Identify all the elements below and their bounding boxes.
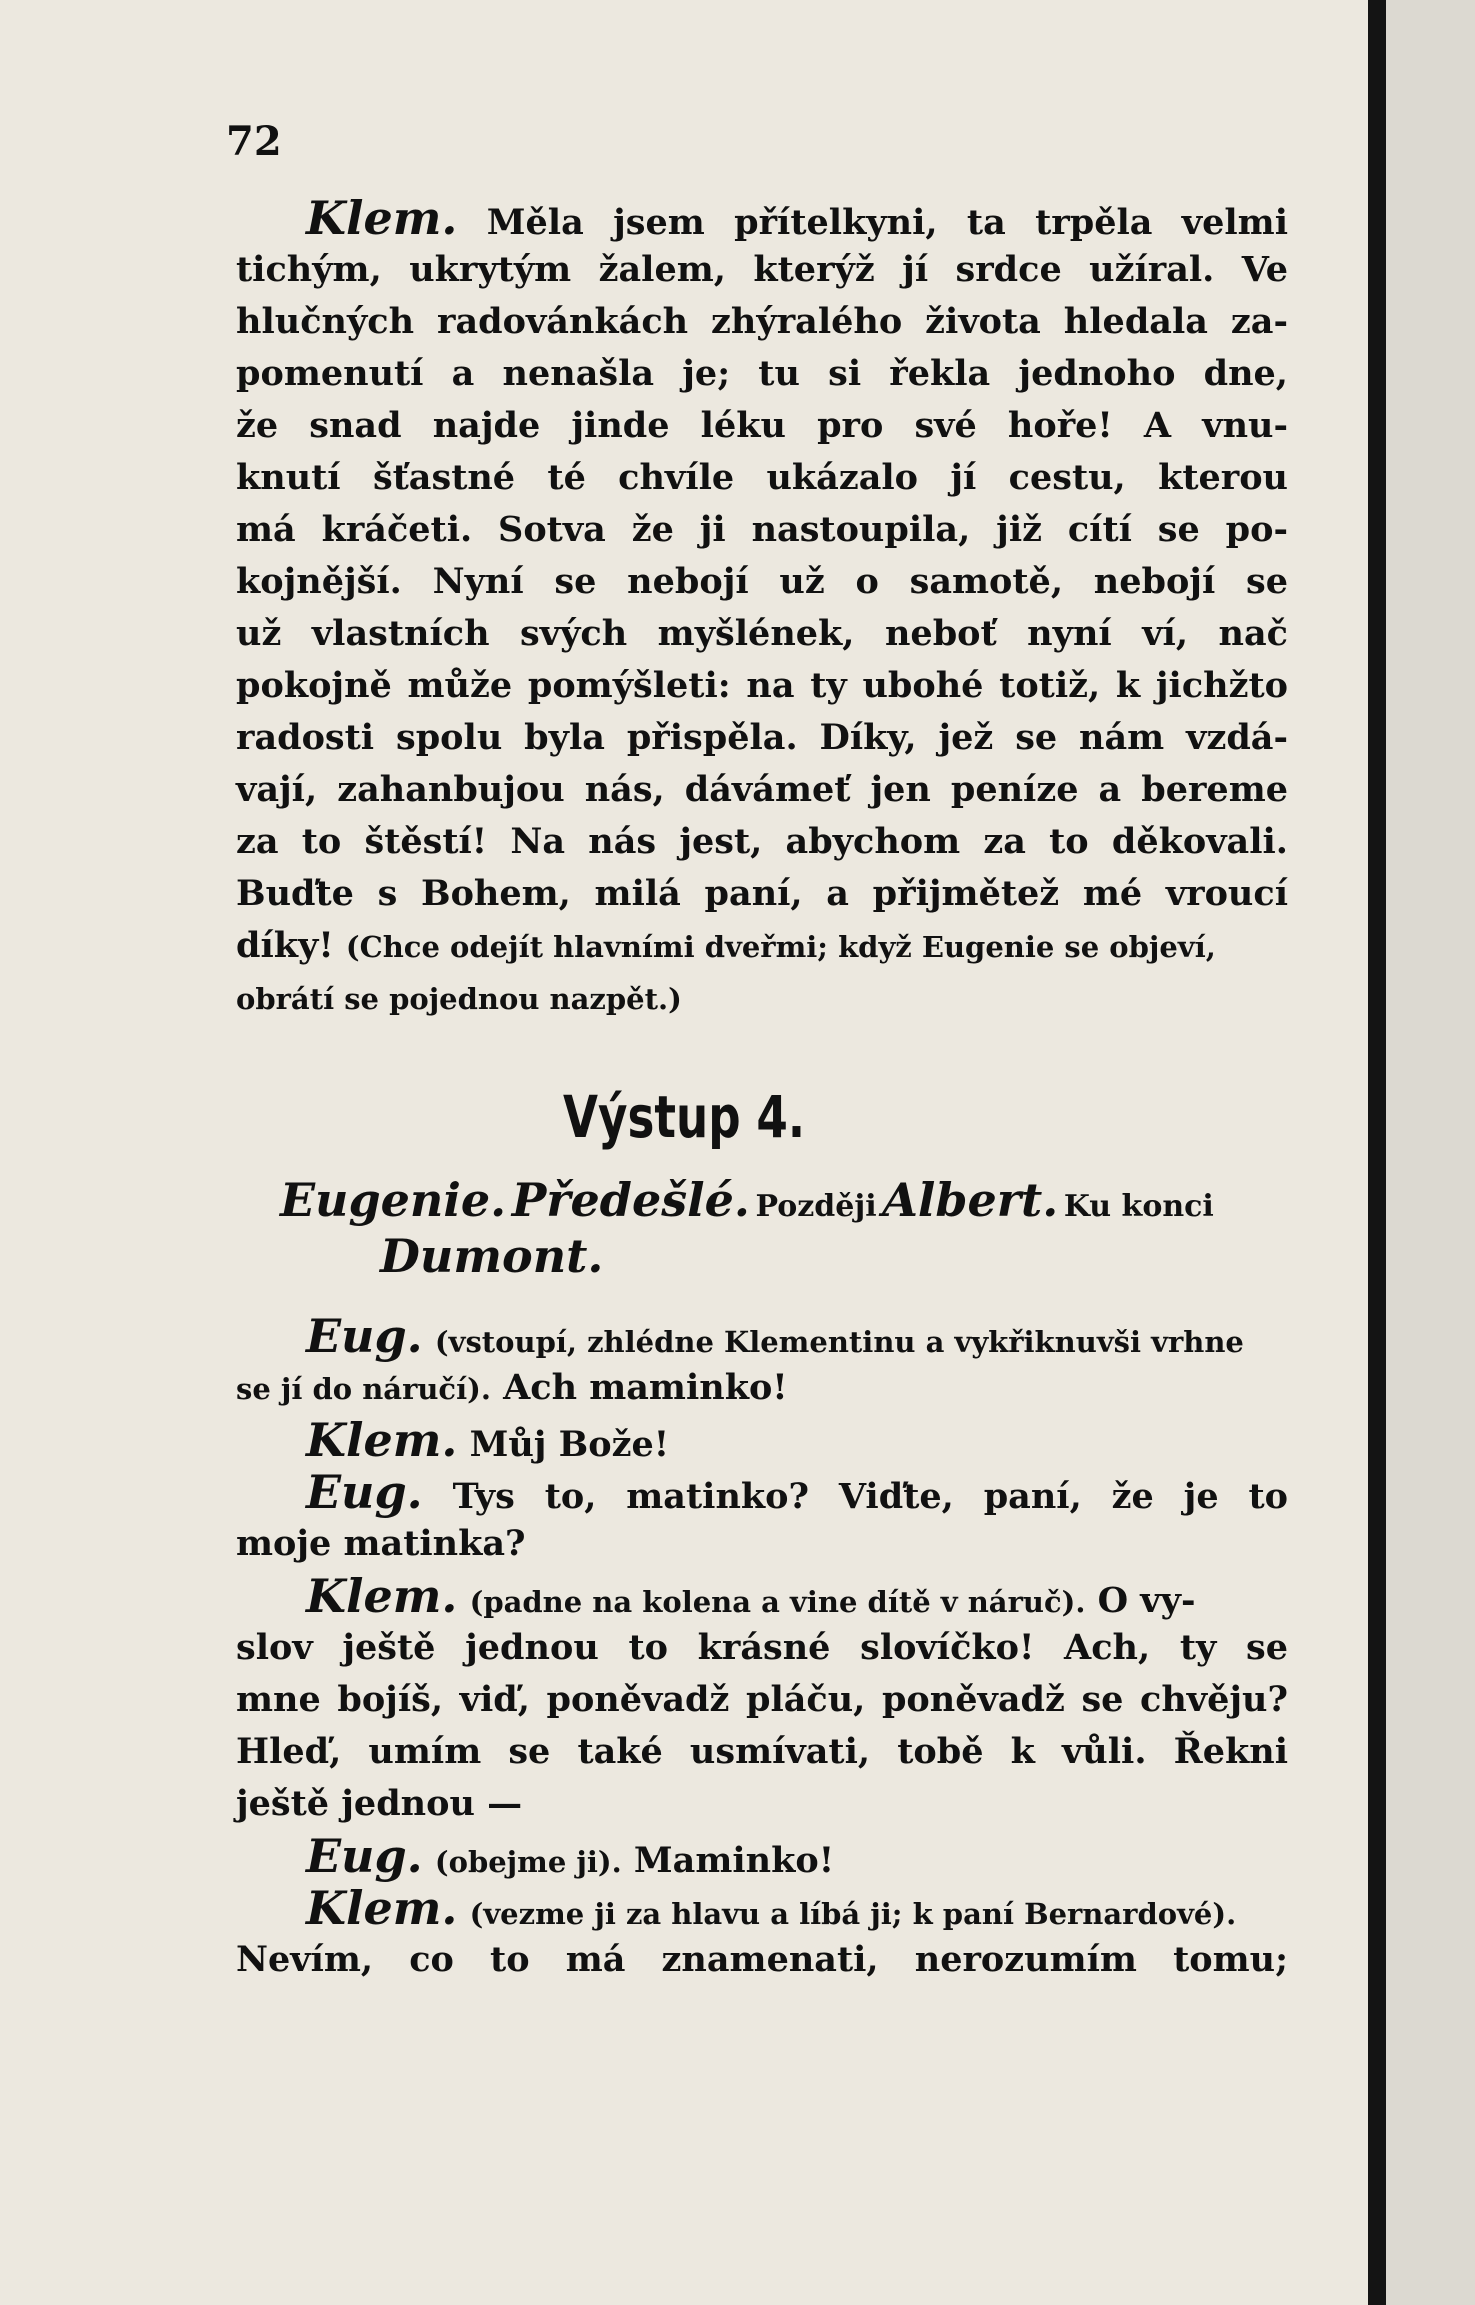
- speaker-name: Klem.: [306, 1569, 458, 1623]
- text-line: pokojně může pomýšleti: na ty ubohé totiž, k jichžto: [236, 665, 1288, 706]
- speaker-name: Eug.: [306, 1465, 423, 1519]
- text-line: slov ještě jednou to krásné slovíčko! Ach, ty se: [236, 1627, 1288, 1668]
- text-line-content: Měla jsem přítelkyni, ta trpěla velmi: [486, 202, 1289, 243]
- text-line: [236, 1882, 1288, 1934]
- text-line: ještě jednou —: [236, 1783, 523, 1824]
- cast-member: Dumont.: [380, 1229, 604, 1283]
- text-line: kojnější. Nyní se nebojí už o samotě, nebojí se: [236, 561, 1288, 602]
- text-line: [236, 920, 1288, 972]
- text-line: [236, 1310, 1288, 1362]
- text-line: knutí šťastné té chvíle ukázalo jí cestu, kterou: [236, 457, 1288, 498]
- stage-direction: se jí do náručí).: [236, 1372, 491, 1406]
- text-line: už vlastních svých myšlének, neboť nyní ví, nač: [236, 613, 1288, 654]
- stage-direction: (Chce odejít hlavními dveřmi; když Eugenie se objeví,: [345, 930, 1216, 964]
- text-line: Hleď, umím se také usmívati, tobě k vůli. Řekni: [236, 1731, 1288, 1772]
- text-line-content: Můj Bože!: [469, 1424, 670, 1465]
- text-line-content: díky!: [236, 925, 334, 966]
- text-line: moje matinka?: [236, 1523, 526, 1564]
- text-line: mne bojíš, viď, poněvadž pláču, poněvadž se chvěju?: [236, 1679, 1288, 1720]
- text-line: [236, 1414, 1288, 1466]
- text-line: [236, 1830, 1288, 1882]
- stage-direction: (obejme ji).: [434, 1845, 622, 1879]
- text-line-content: O vy-: [1097, 1580, 1196, 1621]
- text-line: pomenutí a nenašla je; tu si řekla jednoho dne,: [236, 353, 1288, 394]
- speaker-name: Klem.: [306, 191, 458, 245]
- speaker-name: Eug.: [306, 1309, 423, 1363]
- page-edge-shadow: [1368, 0, 1386, 2305]
- cast-member: Albert.: [882, 1173, 1059, 1227]
- speaker-name: Klem.: [306, 1413, 458, 1467]
- speaker-name: Klem.: [306, 1881, 458, 1935]
- dialogue-block: [236, 1310, 1288, 1986]
- text-line: [236, 972, 1288, 1024]
- speaker-name: Eug.: [306, 1829, 423, 1883]
- text-line: že snad najde jinde léku pro své hoře! A vnu-: [236, 405, 1288, 446]
- text-line: [236, 192, 1288, 244]
- text-line: [236, 1570, 1288, 1622]
- text-line: Nevím, co to má znamenati, nerozumím tomu;: [236, 1939, 1288, 1980]
- cast-member: Eugenie.: [280, 1173, 507, 1227]
- text-line: [236, 1466, 1288, 1518]
- speech-block-klem: [236, 192, 1288, 1024]
- text-line: hlučných radovánkách zhýralého života hledala za-: [236, 301, 1288, 342]
- cast-note: Ku konci: [1063, 1189, 1214, 1224]
- stage-direction: obrátí se pojednou nazpět.): [236, 982, 682, 1016]
- text-line: má kráčeti. Sotva že ji nastoupila, již cítí se po-: [236, 509, 1288, 550]
- next-page-edge: [1386, 0, 1475, 2305]
- page-number: 72: [226, 118, 282, 165]
- text-line: tichým, ukrytým žalem, kterýž jí srdce užíral. Ve: [236, 249, 1288, 290]
- text-line-content: Ach maminko!: [503, 1367, 788, 1408]
- text-line: Buďte s Bohem, milá paní, a přijmětež mé vroucí: [236, 873, 1288, 914]
- stage-direction: (vstoupí, zhlédne Klementinu a vykřiknuvši vrhne: [434, 1325, 1244, 1359]
- text-line-content: Tys to, matinko? Viďte, paní, že je to: [452, 1476, 1288, 1517]
- cast-note: Později: [755, 1189, 877, 1224]
- cast-member: Předešlé.: [511, 1173, 750, 1227]
- text-line: [236, 1362, 1288, 1414]
- text-line: vají, zahanbujou nás, dávámeť jen peníze a bereme: [236, 769, 1288, 810]
- scene-heading: Výstup 4.: [562, 1083, 806, 1151]
- stage-direction: (padne na kolena a vine dítě v náruč).: [469, 1585, 1086, 1619]
- cast-list-cont: [380, 1228, 1368, 1284]
- cast-list: [280, 1172, 1280, 1228]
- stage-direction: (vezme ji za hlavu a líbá ji; k paní Bernardové).: [469, 1897, 1237, 1931]
- text-line: radosti spolu byla přispěla. Díky, jež se nám vzdá-: [236, 717, 1288, 758]
- text-line: za to štěstí! Na nás jest, abychom za to děkovali.: [236, 821, 1288, 862]
- text-line-content: Maminko!: [633, 1840, 835, 1881]
